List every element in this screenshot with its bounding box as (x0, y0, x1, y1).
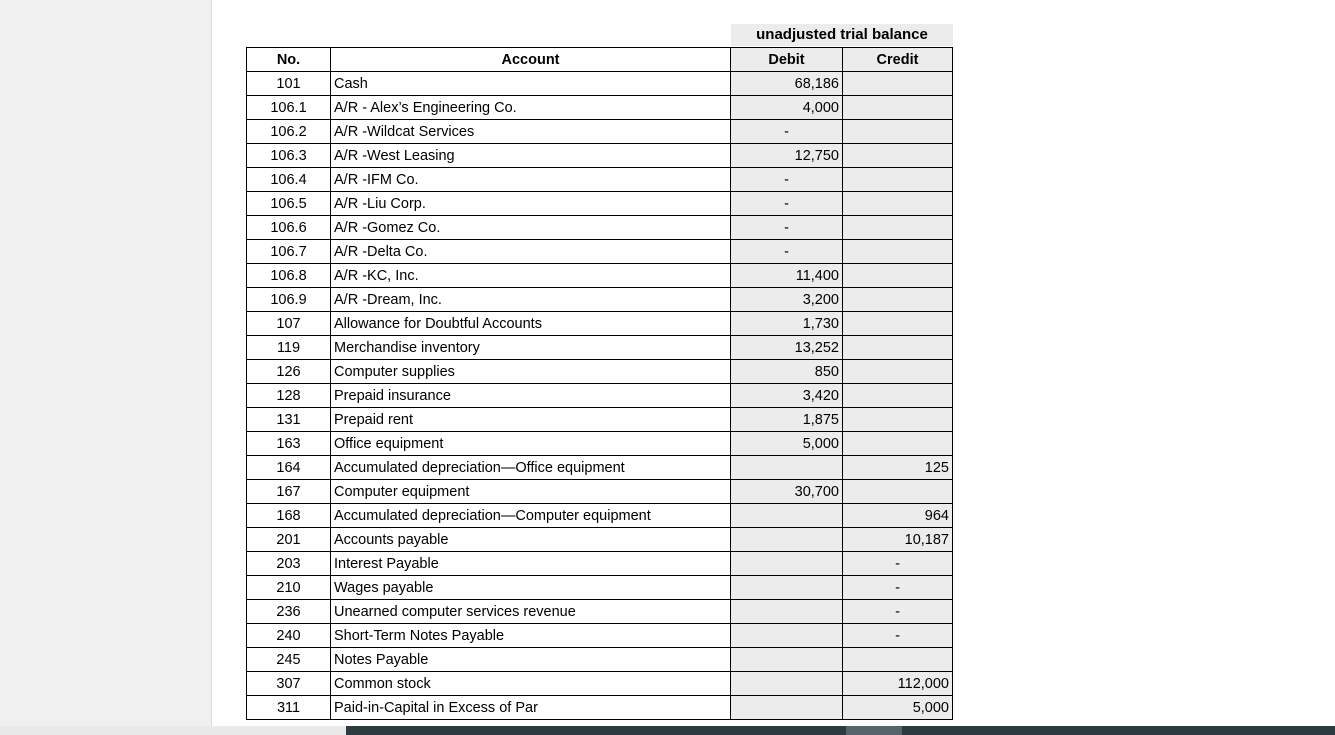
column-header-account[interactable]: Account (331, 48, 731, 72)
table-row (247, 240, 953, 264)
credit-cell[interactable] (843, 144, 953, 168)
account-number-cell[interactable]: 106.3 (247, 144, 331, 168)
account-number-cell[interactable]: 126 (247, 360, 331, 384)
credit-cell[interactable]: 10,187 (843, 528, 953, 552)
account-name-cell[interactable]: Accumulated depreciation—Computer equipment (331, 504, 731, 528)
account-number-cell[interactable]: 119 (247, 336, 331, 360)
credit-cell[interactable] (843, 312, 953, 336)
account-number-cell[interactable]: 240 (247, 624, 331, 648)
header-row (247, 48, 953, 72)
account-number-cell[interactable]: 106.6 (247, 216, 331, 240)
account-name-cell[interactable]: Computer supplies (331, 360, 731, 384)
table-row (247, 504, 953, 528)
debit-cell[interactable]: - (731, 192, 843, 216)
account-name-cell[interactable]: A/R -Delta Co. (331, 240, 731, 264)
table-row (247, 672, 953, 696)
credit-cell[interactable]: - (843, 600, 953, 624)
account-name-cell[interactable]: Notes Payable (331, 648, 731, 672)
credit-cell[interactable] (843, 648, 953, 672)
account-name-cell[interactable]: Office equipment (331, 432, 731, 456)
credit-cell[interactable] (843, 360, 953, 384)
debit-cell[interactable] (731, 504, 843, 528)
account-name-cell[interactable]: Cash (331, 72, 731, 96)
account-number-cell[interactable]: 245 (247, 648, 331, 672)
credit-cell[interactable]: 964 (843, 504, 953, 528)
account-name-cell[interactable]: A/R -Wildcat Services (331, 120, 731, 144)
table-row (247, 576, 953, 600)
table-row (247, 264, 953, 288)
table-row (247, 216, 953, 240)
account-number-cell[interactable]: 101 (247, 72, 331, 96)
debit-cell[interactable] (731, 672, 843, 696)
account-number-cell[interactable]: 131 (247, 408, 331, 432)
credit-cell[interactable] (843, 168, 953, 192)
table-row (247, 696, 953, 720)
table-row (247, 96, 953, 120)
table-row (247, 648, 953, 672)
debit-cell[interactable] (731, 456, 843, 480)
table-row (247, 624, 953, 648)
credit-cell[interactable] (843, 288, 953, 312)
account-name-cell[interactable]: A/R -Gomez Co. (331, 216, 731, 240)
trial-balance-table (246, 47, 953, 720)
debit-cell[interactable] (731, 696, 843, 720)
credit-cell[interactable] (843, 480, 953, 504)
account-number-cell[interactable]: 106.8 (247, 264, 331, 288)
account-number-cell[interactable]: 106.1 (247, 96, 331, 120)
debit-cell[interactable]: 1,730 (731, 312, 843, 336)
account-number-cell[interactable]: 164 (247, 456, 331, 480)
debit-cell[interactable] (731, 528, 843, 552)
account-name-cell[interactable]: Merchandise inventory (331, 336, 731, 360)
column-header-credit[interactable]: Credit (843, 48, 953, 72)
table-row (247, 72, 953, 96)
debit-cell[interactable]: - (731, 120, 843, 144)
account-name-cell[interactable]: Computer equipment (331, 480, 731, 504)
table-row (247, 360, 953, 384)
account-name-cell[interactable]: Wages payable (331, 576, 731, 600)
credit-cell[interactable] (843, 96, 953, 120)
column-header-debit[interactable]: Debit (731, 48, 843, 72)
credit-cell[interactable]: - (843, 624, 953, 648)
account-number-cell[interactable]: 128 (247, 384, 331, 408)
credit-cell[interactable] (843, 432, 953, 456)
account-number-cell[interactable]: 210 (247, 576, 331, 600)
debit-cell[interactable]: - (731, 168, 843, 192)
account-name-cell[interactable]: A/R -Dream, Inc. (331, 288, 731, 312)
account-name-cell[interactable]: Unearned computer services revenue (331, 600, 731, 624)
debit-cell[interactable] (731, 624, 843, 648)
table-row (247, 456, 953, 480)
credit-cell[interactable]: - (843, 552, 953, 576)
account-number-cell[interactable]: 311 (247, 696, 331, 720)
credit-cell[interactable]: 5,000 (843, 696, 953, 720)
account-name-cell[interactable]: A/R -Liu Corp. (331, 192, 731, 216)
account-name-cell[interactable]: A/R -KC, Inc. (331, 264, 731, 288)
column-header-no[interactable]: No. (247, 48, 331, 72)
account-name-cell[interactable]: Interest Payable (331, 552, 731, 576)
debit-cell[interactable]: 1,875 (731, 408, 843, 432)
account-name-cell[interactable]: Paid-in-Capital in Excess of Par (331, 696, 731, 720)
credit-cell[interactable] (843, 408, 953, 432)
debit-cell[interactable]: 3,200 (731, 288, 843, 312)
account-name-cell[interactable]: Allowance for Doubtful Accounts (331, 312, 731, 336)
credit-cell[interactable] (843, 384, 953, 408)
debit-cell[interactable] (731, 552, 843, 576)
left-margin-pane (0, 0, 212, 735)
account-name-cell[interactable]: Accounts payable (331, 528, 731, 552)
credit-cell[interactable] (843, 264, 953, 288)
debit-cell[interactable]: 12,750 (731, 144, 843, 168)
account-number-cell[interactable]: 168 (247, 504, 331, 528)
account-name-cell[interactable]: Short-Term Notes Payable (331, 624, 731, 648)
account-number-cell[interactable]: 201 (247, 528, 331, 552)
credit-cell[interactable] (843, 216, 953, 240)
credit-cell[interactable]: 112,000 (843, 672, 953, 696)
table-row (247, 552, 953, 576)
table-row (247, 432, 953, 456)
account-number-cell[interactable]: 167 (247, 480, 331, 504)
credit-cell[interactable] (843, 336, 953, 360)
table-row (247, 384, 953, 408)
debit-cell[interactable] (731, 600, 843, 624)
table-row (247, 336, 953, 360)
credit-cell[interactable] (843, 72, 953, 96)
account-number-cell[interactable]: 236 (247, 600, 331, 624)
credit-cell[interactable]: - (843, 576, 953, 600)
table-row (247, 288, 953, 312)
account-number-cell[interactable]: 106.4 (247, 168, 331, 192)
account-number-cell[interactable]: 107 (247, 312, 331, 336)
debit-cell[interactable]: - (731, 240, 843, 264)
account-name-cell[interactable]: Accumulated depreciation—Office equipment (331, 456, 731, 480)
table-row (247, 408, 953, 432)
debit-cell[interactable]: - (731, 216, 843, 240)
account-name-cell[interactable]: Prepaid insurance (331, 384, 731, 408)
sheet-tabs-bar (0, 726, 346, 735)
debit-cell[interactable]: 5,000 (731, 432, 843, 456)
account-number-cell[interactable]: 307 (247, 672, 331, 696)
account-number-cell[interactable]: 106.9 (247, 288, 331, 312)
credit-cell[interactable] (843, 240, 953, 264)
debit-cell[interactable]: 850 (731, 360, 843, 384)
debit-cell[interactable]: 30,700 (731, 480, 843, 504)
credit-cell[interactable] (843, 192, 953, 216)
debit-cell[interactable]: 13,252 (731, 336, 843, 360)
account-name-cell[interactable]: A/R - Alex’s Engineering Co. (331, 96, 731, 120)
account-number-cell[interactable]: 106.2 (247, 120, 331, 144)
scrollbar-thumb[interactable] (846, 726, 902, 735)
horizontal-scrollbar[interactable] (346, 726, 1335, 735)
table-row (247, 168, 953, 192)
debit-cell[interactable] (731, 648, 843, 672)
table-row (247, 480, 953, 504)
table-row (247, 120, 953, 144)
account-name-cell[interactable]: Common stock (331, 672, 731, 696)
table-row (247, 312, 953, 336)
account-number-cell[interactable]: 203 (247, 552, 331, 576)
debit-cell[interactable]: 4,000 (731, 96, 843, 120)
debit-cell[interactable]: 11,400 (731, 264, 843, 288)
credit-cell[interactable]: 125 (843, 456, 953, 480)
debit-cell[interactable]: 3,420 (731, 384, 843, 408)
unadjusted-trial-balance-header: unadjusted trial balance (731, 24, 953, 46)
debit-cell[interactable] (731, 576, 843, 600)
table-row (247, 144, 953, 168)
table-row (247, 192, 953, 216)
table-row (247, 600, 953, 624)
account-name-cell[interactable]: A/R -West Leasing (331, 144, 731, 168)
account-name-cell[interactable]: Prepaid rent (331, 408, 731, 432)
table-row (247, 528, 953, 552)
credit-cell[interactable] (843, 120, 953, 144)
account-number-cell[interactable]: 163 (247, 432, 331, 456)
account-number-cell[interactable]: 106.5 (247, 192, 331, 216)
account-name-cell[interactable]: A/R -IFM Co. (331, 168, 731, 192)
account-number-cell[interactable]: 106.7 (247, 240, 331, 264)
debit-cell[interactable]: 68,186 (731, 72, 843, 96)
